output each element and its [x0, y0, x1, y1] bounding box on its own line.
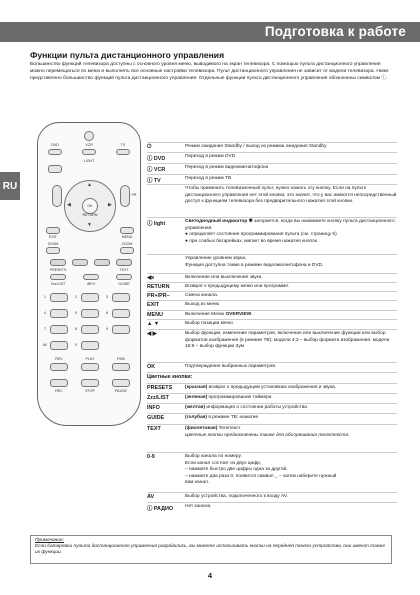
remote-digit-5 — [81, 309, 99, 318]
feature-description-text: Переход в режим видеомагнитофона — [185, 165, 269, 170]
remote-rec-button — [50, 379, 68, 387]
remote-digit-label: 1 — [44, 295, 46, 299]
feature-key: ◀x — [147, 275, 155, 281]
row-divider — [147, 163, 397, 164]
feature-description-text: возврат к предыдущим установкам изображения и звука. — [207, 385, 337, 390]
feature-description-bold: OVERVIEW — [225, 312, 252, 317]
remote-info-button — [83, 274, 99, 280]
remote-dvd-button — [48, 149, 62, 155]
feature-key: OK — [147, 364, 156, 370]
remote-vol-up-button — [52, 185, 62, 207]
feature-key: GUIDE — [147, 415, 165, 421]
intro-paragraph: Большинство функций телевизора доступны с основного уровня меню, выводимого на экран телевизора. С помощью пульта дистанционного управления можно перемещаться по меню и выполнять все основные настройки телевизора. Пульт дистанционного управления не зависит от модели телевизора. Ниже представлено большинство функций пульта дистанционного управления. Отдельные функции пульта дистанционного управления обозначены символом ⓘ. — [30, 62, 389, 82]
feature-description — [185, 321, 397, 328]
remote-zoom-left-label: ZOOM — [47, 242, 59, 246]
remote-av-label: AV — [42, 343, 48, 347]
page-number: 4 — [207, 571, 213, 580]
feature-key: Zzz/LIST — [147, 395, 169, 401]
feature-key: ⓘ DVD — [147, 156, 166, 162]
row-divider — [147, 217, 397, 218]
remote-pause-label: PAUSE — [115, 389, 127, 393]
page-header-title: Подготовка к работе — [264, 24, 406, 39]
feature-description — [185, 331, 397, 351]
note-box — [30, 535, 392, 564]
feature-description — [185, 293, 397, 300]
feature-description — [185, 504, 397, 511]
feature-description — [185, 426, 397, 439]
feature-description-italic: Цветные кнопки предназначены также для обслуживания телетекста. — [185, 432, 350, 438]
feature-description — [185, 154, 397, 161]
remote-right-arrow-icon: ▶ — [108, 202, 112, 208]
remote-digit-9 — [112, 325, 130, 334]
remote-zoom-right-label: ZOOM — [121, 242, 133, 246]
remote-play-button — [81, 363, 99, 371]
remote-yellow-button — [94, 259, 110, 266]
remote-fwd-button — [112, 363, 130, 371]
row-divider — [147, 329, 397, 330]
feature-description-text: Переход в режим DVD — [185, 154, 236, 159]
remote-mute-button — [48, 165, 62, 173]
feature-description-bold: Светодиодный индикатор ✱ — [185, 219, 253, 224]
feature-key: ▲ ▼ — [147, 321, 160, 327]
feature-description-text: Режим ожидания Standby / выход из режима ожидания Standby — [185, 144, 327, 149]
feature-description — [185, 176, 397, 183]
remote-menu-button — [120, 227, 134, 234]
remote-fwd-label: FWD — [116, 357, 126, 361]
feature-description-text: Чтобы применить телевизионный пульт, нужно нажать эту кнопку. Если на пульте дистанционного управления нет этой кнопки, это значит, что у вас имеются непосредственный доступ к функциям телевизора без предварительного нажатия этой кнопки. — [185, 186, 397, 204]
remote-rev-label: REV — [55, 357, 63, 361]
feature-description — [185, 219, 397, 245]
remote-digit-1 — [50, 293, 68, 302]
remote-exit-button — [46, 227, 60, 234]
row-divider — [147, 300, 397, 301]
feature-description-text: загорается, когда вы нажимаете кнопку пульта дистанционного управления. ● определяет состояние программирования пульта (см. страницу 5) ● при слабых батарейках, мигает во время нажатия кнопок. — [185, 219, 395, 244]
remote-zoom-right-button — [120, 247, 134, 254]
remote-up-arrow-icon: ▲ — [87, 182, 92, 188]
feature-key: ⓘ TV — [147, 178, 161, 184]
feature-key: ⓘ VCR — [147, 167, 166, 173]
row-divider — [147, 372, 397, 373]
feature-key: 0-9 — [147, 454, 155, 460]
row-divider — [147, 492, 397, 493]
feature-key: TEXT — [147, 426, 161, 432]
row-divider — [147, 254, 397, 255]
feature-description-bold: (желтая) — [185, 405, 206, 410]
row-divider — [147, 310, 397, 311]
feature-description-bold: (фиолетовая) — [185, 426, 218, 431]
feature-description-text: Переход в режим ТВ — [185, 176, 232, 181]
feature-description — [185, 186, 397, 206]
feature-description-bold: (голубая) — [185, 415, 208, 420]
remote-tv-button — [116, 149, 130, 155]
section-title: Функции пульта дистанционного управления — [30, 50, 225, 60]
remote-down-arrow-icon: ▼ — [87, 222, 92, 228]
feature-description — [185, 256, 397, 269]
feature-description-text: Выбор устройства, подключенного к входу AV. — [185, 494, 288, 499]
feature-description-text: Выбор канала по номеру. Если канал состоит из двух цифр, – нажмите быстро две цифры одна за другой, – нажмите два раза 0, появится символ _ – затем наберите нужный вам канал. — [185, 454, 337, 485]
remote-pr-button — [120, 185, 130, 207]
feature-description — [185, 144, 397, 151]
remote-stop-label: STOP — [85, 389, 95, 393]
remote-vcr-button — [82, 149, 96, 155]
remote-standby-button — [84, 131, 94, 141]
feature-description — [185, 494, 397, 501]
remote-menu-label: MENU — [121, 235, 133, 239]
feature-key: ⓘ light — [147, 221, 166, 227]
remote-info-label: INFO — [86, 282, 96, 286]
remote-pr-label: PR — [131, 193, 137, 197]
feature-description-bold: (красная) — [185, 385, 208, 390]
remote-digit-8 — [81, 325, 99, 334]
remote-digit-label: 8 — [75, 327, 77, 331]
row-divider — [147, 393, 397, 394]
feature-key: PR+/PR– — [147, 293, 170, 299]
remote-rec-label: REC — [55, 389, 63, 393]
row-divider — [147, 362, 397, 363]
feature-key: Цветные кнопки: — [147, 374, 193, 380]
feature-description-text: Телетекст — [217, 426, 241, 431]
remote-guide-label: GUIDE — [118, 282, 130, 286]
feature-description-bold: (зеленая) — [185, 395, 208, 400]
remote-dvd-label: DVD — [51, 143, 59, 147]
row-divider — [147, 282, 397, 283]
feature-key: MENU — [147, 312, 163, 318]
feature-description-text: в режиме ТВ: нажатие — [207, 415, 259, 420]
remote-light-label: LIGHT — [83, 159, 95, 163]
remote-digit-3 — [112, 293, 130, 302]
feature-key: AV — [147, 494, 155, 500]
remote-red-button — [50, 259, 66, 266]
feature-description-text: Управление уровнем звука. Функция доступна также в режиме видеомагнитофона и DVD. — [185, 256, 324, 268]
feature-description — [185, 395, 397, 402]
row-divider — [147, 403, 397, 404]
feature-description-text: Смена канала. — [185, 293, 219, 298]
row-divider — [147, 452, 397, 453]
remote-play-label: PLAY — [85, 357, 95, 361]
feature-description — [185, 405, 397, 412]
remote-zoom-left-button — [46, 247, 60, 254]
remote-digit-label: 7 — [44, 327, 46, 331]
note-text: Если батарейки пульта дистанционного управления разрядились, вы можете использовать кнопки на передней панели устройства, они имеют также их функции. — [35, 544, 386, 556]
row-divider — [147, 184, 397, 185]
remote-rev-button — [50, 363, 68, 371]
feature-key: ⓘ РАДИО — [147, 506, 174, 512]
remote-digit-label: 2 — [75, 295, 77, 299]
remote-left-arrow-icon: ◀ — [67, 202, 71, 208]
feature-key: INFO — [147, 405, 160, 411]
remote-control-illustration — [37, 122, 141, 426]
feature-key: ◀ ▶ — [147, 331, 157, 337]
remote-exit-label: EXIT — [49, 235, 57, 239]
remote-digit-6 — [112, 309, 130, 318]
feature-description-text: Нет канала. — [185, 504, 212, 509]
remote-presets-label: PRESETS — [49, 268, 67, 272]
feature-description — [185, 415, 397, 422]
row-divider — [147, 424, 397, 425]
remote-guide-button — [116, 274, 132, 280]
feature-description-text: Выбор функции, изменение параметров, включение или выключение функции или выбор форматов изображения (в режиме ТВ); модели 4:3 – выбор формата изображения, модели 16:9 – выбор функции Зум — [185, 331, 390, 349]
remote-text-label: TEXT — [119, 268, 129, 272]
row-divider — [147, 273, 397, 274]
feature-description-text: Выбор позиции меню — [185, 321, 233, 326]
feature-description — [185, 454, 397, 487]
remote-digit-label: 9 — [106, 327, 108, 331]
feature-description — [185, 165, 397, 172]
feature-description — [185, 312, 397, 319]
remote-green-button — [72, 259, 88, 266]
remote-return-label: RETURN — [82, 213, 98, 217]
remote-digit-label: 0 — [75, 343, 77, 347]
feature-description-text: программирование таймера — [207, 395, 272, 400]
row-divider — [147, 413, 397, 414]
row-divider — [147, 502, 397, 503]
row-divider — [147, 142, 397, 143]
row-divider — [147, 291, 397, 292]
row-divider — [147, 319, 397, 320]
feature-key: RETURN — [147, 284, 170, 290]
feature-key: EXIT — [147, 302, 159, 308]
language-tab: RU — [0, 172, 20, 200]
feature-key: ⏻ — [147, 144, 152, 150]
row-divider — [147, 152, 397, 153]
remote-pause-button — [112, 379, 130, 387]
remote-ok-label: OK — [87, 204, 93, 208]
remote-digit-2 — [81, 293, 99, 302]
remote-digit-label: 5 — [75, 311, 77, 315]
remote-digit-label: 3 — [106, 295, 108, 299]
feature-key: PRESETS — [147, 385, 173, 391]
feature-description-text: информация о состоянии работы устройства — [205, 405, 307, 410]
remote-digit-4 — [50, 309, 68, 318]
remote-digit-label: 4 — [44, 311, 46, 315]
remote-zat-button — [50, 274, 66, 280]
feature-description — [185, 385, 397, 392]
remote-vcr-label: VCR — [85, 143, 93, 147]
feature-description-pre: Включение Меню — [185, 312, 226, 317]
feature-description-text: Включение или выключение звука. — [185, 275, 263, 280]
note-title: Примечание: — [35, 538, 64, 543]
remote-zat-label: Zzz/LIST — [50, 282, 66, 286]
feature-description-text: Возврат к предыдущему меню или программе. — [185, 284, 290, 289]
row-divider — [147, 383, 397, 384]
feature-description-text: Подтверждение выбранных параметров. — [185, 364, 277, 369]
remote-digit-7 — [50, 325, 68, 334]
feature-description — [185, 302, 397, 309]
feature-description — [185, 364, 397, 371]
row-divider — [147, 174, 397, 175]
remote-stop-button — [81, 379, 99, 387]
remote-digit-0 — [81, 341, 99, 350]
remote-digit-label: 6 — [106, 311, 108, 315]
remote-tv-label: TV — [120, 143, 126, 147]
feature-description — [185, 284, 397, 291]
remote-blue-button — [116, 259, 132, 266]
feature-description — [185, 275, 397, 282]
feature-description-text: Выход из меню — [185, 302, 220, 307]
remote-av-button — [50, 341, 68, 350]
feature-description-text: . — [251, 312, 253, 317]
